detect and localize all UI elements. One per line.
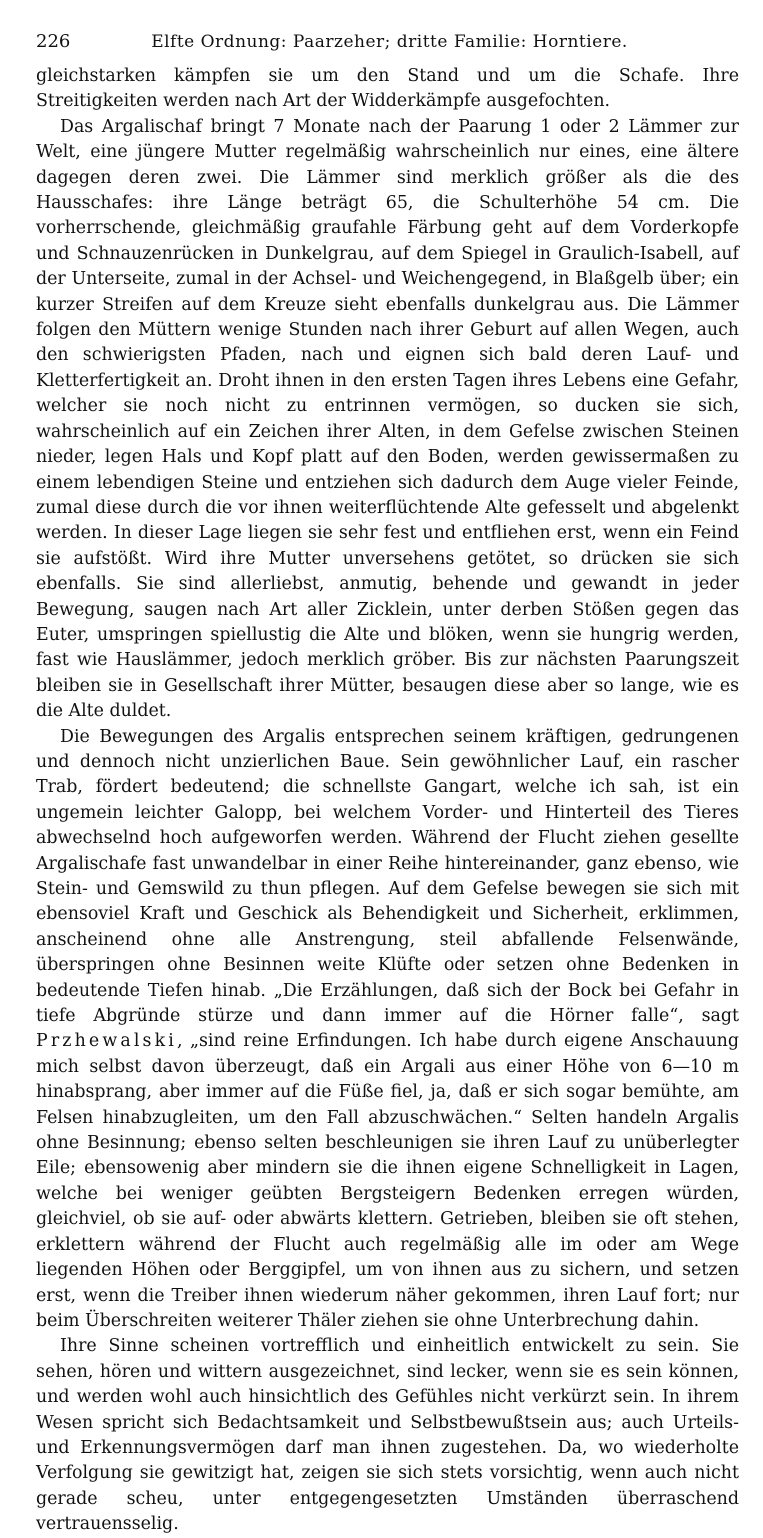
paragraph-2: Das Argalischaf bringt 7 Monate nach der Paarung 1 oder 2 Lämmer zur Welt, eine jüngere Mutter regelmäßig wahrscheinlich nur eines, eine ältere dagegen deren zwei. Die Lämmer sind merklich größer als die des Hausschafes: ihre Länge beträgt 65, die Schulterhöhe 54 cm. Die vorherrschende, gleichmäßig graufahle Färbung geht auf dem Vorderkopfe und Schnauzenrücken in Dunkelgrau, auf dem Spiegel in Graulich-Isabell, auf der Unterseite, zumal in der Achsel- und Weichengegend, in Blaßgelb über; ein kurzer Streifen auf dem Kreuze sieht ebenfalls dunkelgrau aus. Die Lämmer folgen den Müttern wenige Stunden nach ihrer Geburt auf allen Wegen, auch den schwierigsten Pfaden, nach und eignen sich bald deren Lauf- und Kletterfertigkeit an. Droht ihnen in den ersten Tagen ihres Lebens eine Gefahr, welcher sie noch nicht zu entrinnen vermögen, so ducken sie sich, wahrscheinlich auf ein Zeichen ihrer Alten, in dem Gefelse zwischen Steinen nieder, legen Hals und Kopf platt auf den Boden, werden gewissermaßen zu einem lebendigen Steine und entziehen sich dadurch dem Auge vieler Feinde, zumal diese durch die vor ihnen weiterflüchtende Alte gefesselt und abgelenkt werden. In dieser Lage liegen sie sehr fest und entfliehen erst, wenn ein Feind sie aufstößt. Wird ihre Mutter unversehens getötet, so drücken sie sich ebenfalls. Sie sind allerliebst, anmutig, behende und gewandt in jeder Bewegung, saugen nach Art aller Zicklein, unter derben Stößen gegen das Euter, umspringen spiellustig die Alte und blöken, wenn sie hungrig werden, fast wie Hauslämmer, jedoch merklich gröber. Bis zur nächsten Paarungszeit bleiben sie in Gesellschaft ihrer Mütter, besaugen diese aber so lange, wie es die Alte duldet. xyxy=(36,116,739,722)
paragraph-4: Ihre Sinne scheinen vortrefflich und einheitlich entwickelt zu sein. Sie sehen, hören und wittern ausgezeichnet, sind lecker, wenn sie es sein können, und werden wohl auch hinsichtlich des Gefühles nicht verkürzt sein. In ihrem Wesen spricht sich Bedachtsamkeit und Selbstbewußtsein aus; auch Urteils- und Erkennungsvermögen darf man ihnen zugestehen. Da, wo wiederholte Verfolgung sie gewitzigt hat, zeigen sie sich stets vorsichtig, wenn auch nicht gerade scheu, unter entgegengesetzten Umständen überraschend vertrauensselig. xyxy=(36,1336,739,1535)
running-title: Elfte Ordnung: Paarzeher; dritte Familie: Horntiere. xyxy=(151,32,628,52)
paragraph-3-text-before: Die Bewegungen des Argalis entsprechen seinem kräftigen, gedrungenen und dennoch nicht unzierlichen Baue. Sein gewöhnlicher Lauf, ein rascher Trab, fördert bedeutend; die schnellste Gangart, welche ich sah, ist ein ungemein leichter Galopp, bei welchem Vorder- und Hinterteil des Tieres abwechselnd hoch aufgeworfen werden. Während der Flucht ziehen gesellte Argalischafe fast unwandelbar in einer Reihe hintereinander, ganz ebenso, wie Stein- und Gemswild zu thun pflegen. Auf dem Gefelse bewegen sie sich mit ebensoviel Kraft und Geschick als Behendigkeit und Sicherheit, erklimmen, anscheinend ohne alle Anstrengung, steil abfallende Felsenwände, überspringen ohne Besinnen weite Klüfte oder setzen ohne Bedenken in bedeutende Tiefen hinab. „Die Erzählungen, daß sich der Bock bei Gefahr in tiefe Abgründe stürze und dann immer auf die Hörner falle“, sagt xyxy=(36,726,739,1027)
page-number: 226 xyxy=(36,31,71,52)
body-text xyxy=(36,64,739,1538)
paragraph-1: gleichstarken kämpfen sie um den Stand und um die Schafe. Ihre Streitigkeiten werden nach Art der Widderkämpfe ausgefochten. xyxy=(36,66,739,112)
paragraph-3-text-after: , „sind reine Erfindungen. Ich habe durch eigene Anschauung mich selbst davon überzeugt, daß ein Argali aus einer Höhe von 6—10 m hinabsprang, aber immer auf die Füße fiel, ja, daß er sich sogar bemühte, am Felsen hinabzugleiten, um den Fall abzuschwächen.“ Selten handeln Argalis ohne Besinnung; ebenso selten beschleunigen sie ihren Lauf zu unüberlegter Eile; ebensowenig aber mindern sie die ihnen eigene Schnelligkeit in Lagen, welche bei weniger geübten Bergsteigern Bedenken erregen würden, gleichviel, ob sie auf- oder abwärts klettern. Getrieben, bleiben sie oft stehen, erklettern während der Flucht auch regelmäßig alle im oder am Wege liegenden Höhen oder Berggipfel, um von ihnen aus zu sichern, und setzen erst, wenn die Treiber ihnen wiederum näher gekommen, ihren Lauf fort; nur beim Überschreiten weiterer Thäler ziehen sie ohne Unterbrechung dahin. xyxy=(36,1031,739,1331)
author-name: Przhewalski xyxy=(36,1031,177,1052)
page-header xyxy=(36,30,739,54)
paragraph-3 xyxy=(36,725,739,1335)
